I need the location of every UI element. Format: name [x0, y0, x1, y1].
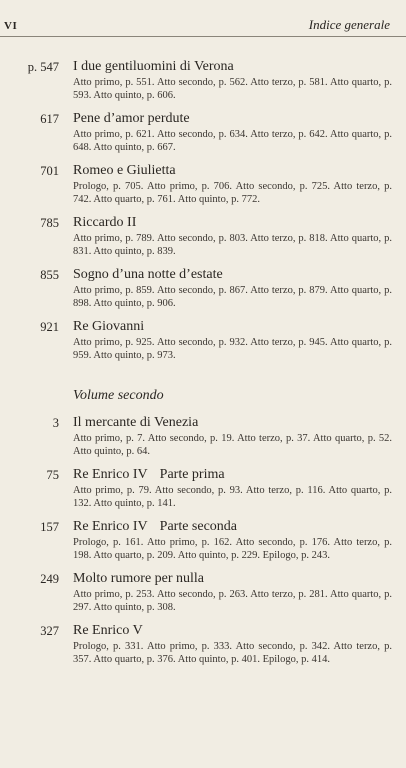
entry-title: Il mercante di Venezia: [73, 415, 199, 430]
table-of-contents: [0, 58, 406, 674]
toc-entry: [0, 162, 406, 206]
page-number: VI: [4, 20, 18, 32]
toc-entry: [0, 622, 406, 666]
entry-title: Sogno d’una notte d’estate: [73, 267, 223, 282]
entry-title: Re Giovanni: [73, 319, 145, 334]
entry-acts: Atto primo, p. 859. Atto secondo, p. 867. Atto terzo, p. 879. Atto quarto, p. 898. Atto quinto, p. 906.: [73, 285, 392, 309]
entry-title: Pene d’amor perdute: [73, 111, 190, 126]
entry-title-part: Parte prima: [159, 467, 225, 482]
entry-title: [73, 466, 392, 484]
header-rule: [0, 36, 406, 37]
entry-acts: Atto primo, p. 79. Atto secondo, p. 93. Atto terzo, p. 116. Atto quarto, p. 132. Atto quinto, p. 141.: [73, 485, 392, 509]
toc-entry: [0, 110, 406, 154]
entry-acts: Atto primo, p. 621. Atto secondo, p. 634. Atto terzo, p. 642. Atto quarto, p. 648. Atto quinto, p. 667.: [73, 129, 392, 153]
entry-title: I due gentiluomini di Verona: [73, 59, 234, 74]
toc-entry: [0, 214, 406, 258]
entry-acts: Atto primo, p. 7. Atto secondo, p. 19. Atto terzo, p. 37. Atto quarto, p. 52. Atto quinto, p. 64.: [73, 433, 392, 457]
toc-entry: [0, 318, 406, 362]
toc-entry: [0, 414, 406, 458]
entry-page-number: 855: [40, 268, 59, 282]
toc-entry: [0, 58, 406, 102]
entry-acts: Atto primo, p. 925. Atto secondo, p. 932. Atto terzo, p. 945. Atto quarto, p. 959. Atto quinto, p. 973.: [73, 337, 392, 361]
entry-title: [73, 518, 392, 536]
entry-page-number: 249: [40, 572, 59, 586]
entry-page-number: 921: [40, 320, 59, 334]
entry-page-number: 157: [40, 520, 59, 534]
entry-title: Romeo e Giulietta: [73, 163, 176, 178]
entry-page-number: 327: [40, 624, 59, 638]
entry-title: Re Enrico V: [73, 623, 143, 638]
entry-page-number: 3: [52, 416, 59, 430]
entry-page-number: 785: [40, 216, 59, 230]
entry-acts: Atto primo, p. 551. Atto secondo, p. 562. Atto terzo, p. 581. Atto quarto, p. 593. Atto quinto, p. 606.: [73, 77, 392, 101]
entry-page-number: p. 547: [27, 60, 59, 74]
toc-entry: [0, 266, 406, 310]
toc-entry: [0, 518, 406, 562]
entry-title-main: Re Enrico IV: [73, 519, 148, 534]
entry-title: Riccardo II: [73, 215, 137, 230]
entry-page-number: 617: [40, 112, 59, 126]
entry-title-main: Re Enrico IV: [73, 467, 148, 482]
running-head: Indice generale: [308, 17, 390, 32]
entry-title: Molto rumore per nulla: [73, 571, 205, 586]
volume-heading: Volume secondo: [73, 388, 164, 403]
entry-acts: Prologo, p. 331. Atto primo, p. 333. Atto secondo, p. 342. Atto terzo, p. 357. Atto quarto, p. 376. Atto quinto, p. 401. Epilogo, p. 414.: [73, 641, 392, 665]
entry-page-number: 701: [40, 164, 59, 178]
entry-acts: Prologo, p. 705. Atto primo, p. 706. Atto secondo, p. 725. Atto terzo, p. 742. Atto quarto, p. 761. Atto quinto, p. 772.: [73, 181, 392, 205]
entry-acts: Atto primo, p. 789. Atto secondo, p. 803. Atto terzo, p. 818. Atto quarto, p. 831. Atto quinto, p. 839.: [73, 233, 392, 257]
entry-acts: Atto primo, p. 253. Atto secondo, p. 263. Atto terzo, p. 281. Atto quarto, p. 297. Atto quinto, p. 308.: [73, 589, 392, 613]
toc-entry: [0, 466, 406, 510]
entry-title-part: Parte seconda: [159, 519, 238, 534]
entry-acts: Prologo, p. 161. Atto primo, p. 162. Atto secondo, p. 176. Atto terzo, p. 198. Atto quarto, p. 209. Atto quinto, p. 229. Epilogo, p. 243.: [73, 537, 392, 561]
entry-page-number: 75: [46, 468, 59, 482]
toc-entry: [0, 570, 406, 614]
